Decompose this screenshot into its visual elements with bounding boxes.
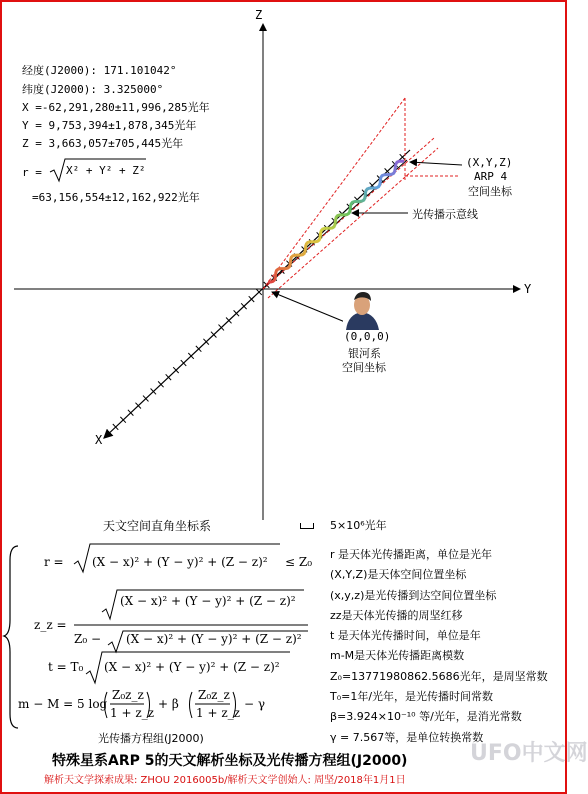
longitude: 经度(J2000): 171.101042° [22, 64, 177, 77]
legend-item: m-M是天体光传播距离模数 [330, 649, 465, 663]
target-desc: 空间坐标 [468, 185, 512, 198]
origin-pointer [272, 292, 345, 322]
propagation-envelope [263, 98, 458, 298]
r-value: =63,156,554±12,162,922光年 [32, 191, 200, 204]
propagation-label: 光传播示意线 [412, 208, 478, 221]
eq4-mid: + β [158, 697, 179, 711]
eq1-rhs: ≤ Z₀ [285, 555, 313, 569]
origin-coords: (0,0,0) [344, 330, 391, 343]
z-axis-label: Z [255, 8, 263, 22]
eq4-frac2-num: Z₀z_z [198, 688, 230, 702]
y-axis-label: Y [524, 282, 532, 296]
equations-caption: 光传播方程组(J2000) [98, 732, 204, 745]
x-coordinate: X =-62,291,280±11,996,285光年 [22, 101, 210, 114]
scale-bar [300, 523, 314, 529]
legend-item: zz是天体光传播的周坚红移 [330, 608, 463, 622]
eq3-lhs: t = T₀ [48, 660, 84, 674]
target-pointer [410, 162, 462, 165]
main-title: 特殊星系ARP 5的天文解析坐标及光传播方程组(J2000) [52, 753, 408, 769]
eq3-radicand: (X − x)² + (Y − y)² + (Z − z)² [104, 660, 280, 674]
eq4-lhs: m − M = 5 log [18, 697, 108, 711]
origin-name: 银河系 [348, 347, 381, 360]
footer-credit: 解析天文学探索成果: ZHOU 2016005b/解析天文学创始人: 周坚/2018年1月1日 [44, 775, 406, 786]
legend-item: Z₀=13771980862.5686光年，是周坚常数 [330, 669, 548, 683]
scale-label: 5×10⁶光年 [330, 519, 387, 532]
y-coordinate: Y = 9,753,394±1,878,345光年 [22, 119, 197, 132]
legend-item: γ = 7.567等，是单位转换常数 [330, 730, 484, 744]
target-coords: (X,Y,Z) [466, 156, 513, 169]
eq4-frac1-num: Z₀z_z [112, 688, 144, 702]
r-formula-radicand: X² + Y² + Z² [66, 164, 146, 177]
eq2-denominator-radicand: (X − x)² + (Y − y)² + (Z − z)² [126, 632, 302, 646]
legend-item: t 是天体光传播时间，单位是年 [330, 629, 481, 643]
eq1-radicand: (X − x)² + (Y − y)² + (Z − z)² [92, 555, 268, 569]
person-avatar [343, 292, 381, 330]
diagram-caption: 天文空间直角坐标系 [103, 519, 212, 533]
latitude: 纬度(J2000): 3.325000° [22, 83, 164, 96]
eq1-lhs: r = [44, 555, 64, 569]
target-name: ARP 4 [474, 170, 508, 183]
legend-item: (x,y,z)是光传播到达空间位置坐标 [330, 588, 497, 602]
x-axis-label: X [95, 433, 103, 447]
legend-item: T₀=1年/光年，是光传播时间常数 [330, 690, 494, 704]
legend-item: r 是天体光传播距离，单位是光年 [330, 548, 493, 561]
watermark: UFO中文网 [470, 741, 588, 766]
eq4-end: − γ [244, 697, 266, 711]
legend-item: (X,Y,Z)是天体空间位置坐标 [330, 568, 467, 582]
legend [330, 545, 548, 748]
eq4-frac2-den: 1 + z_z [196, 706, 240, 720]
r-formula-label: r = [22, 166, 42, 179]
z-coordinate: Z = 3,663,057±705,445光年 [22, 137, 184, 150]
legend-item: β=3.924×10⁻¹⁰ 等/光年，是消光常数 [330, 710, 522, 724]
eq2-numerator: (X − x)² + (Y − y)² + (Z − z)² [120, 594, 296, 608]
eq2-lhs: z_z = [34, 618, 67, 632]
eq2-denominator-a: Z₀ − [74, 632, 102, 646]
eq4-frac1-den: 1 + z_z [110, 706, 154, 720]
origin-desc: 空间坐标 [342, 361, 386, 374]
